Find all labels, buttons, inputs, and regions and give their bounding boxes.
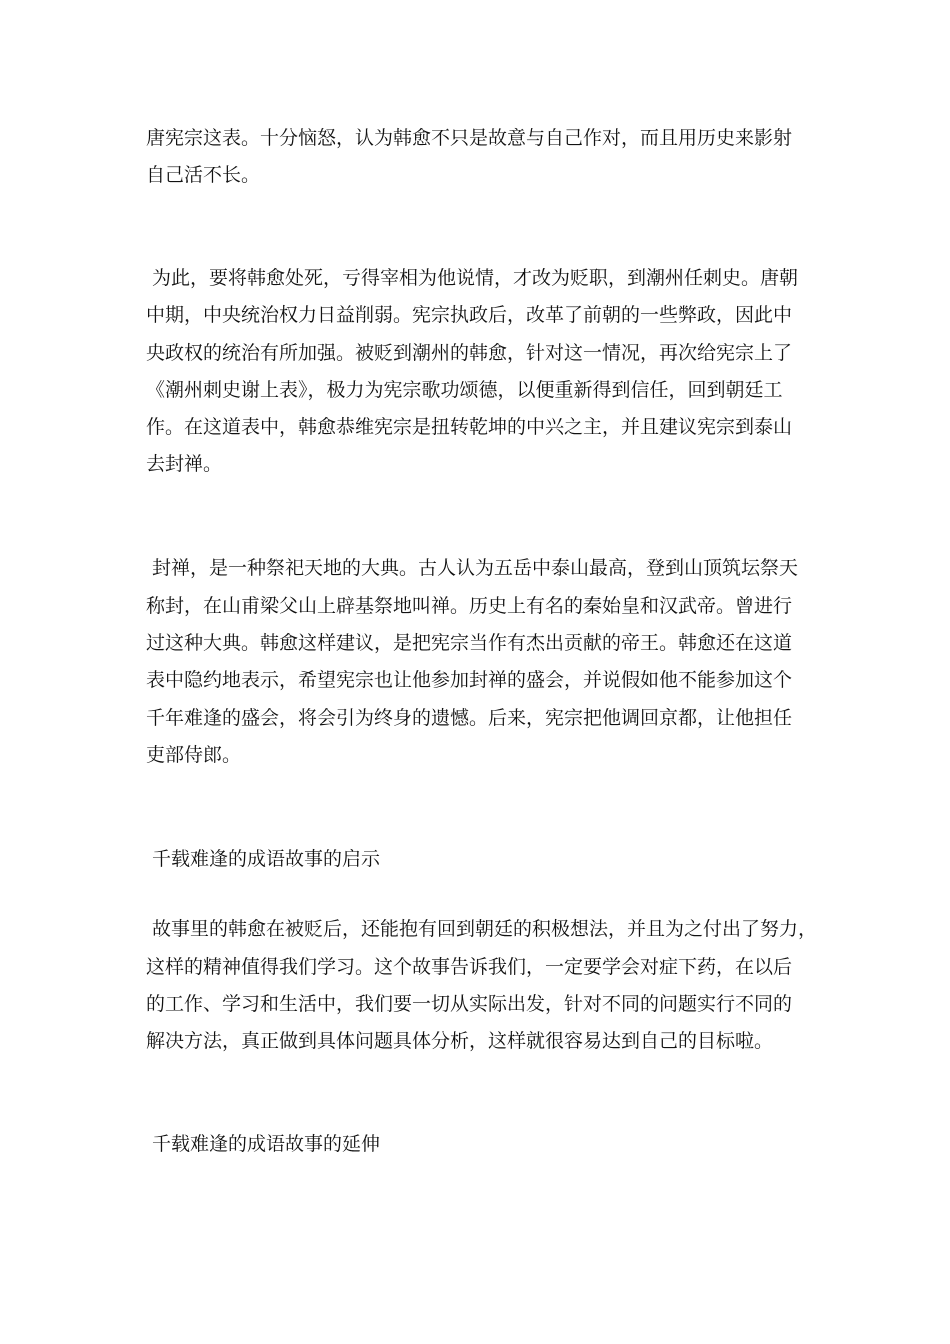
paragraph-line: 吏部侍郎。	[146, 744, 242, 766]
paragraph-line: 称封，在山甫梁父山上辟基祭地叫禅。历史上有名的秦始皇和汉武帝。曾进行	[146, 595, 793, 617]
paragraph-line: 过这种大典。韩愈这样建议，是把宪宗当作有杰出贡献的帝王。韩愈还在这道	[146, 632, 793, 654]
paragraph-line: 解决方法，真正做到具体问题具体分析，这样就很容易达到自己的目标啦。	[146, 1030, 774, 1052]
paragraph-line: 封禅，是一种祭祀天地的大典。古人认为五岳中泰山最高，登到山顶筑坛祭天	[152, 557, 799, 579]
paragraph-line: 去封禅。	[146, 453, 223, 475]
paragraph-line: 自己活不长。	[146, 164, 261, 186]
paragraph-line: 中期，中央统治权力日益削弱。宪宗执政后，改革了前朝的一些弊政，因此中	[146, 304, 793, 326]
paragraph-line: 作。在这道表中，韩愈恭维宪宗是扭转乾坤的中兴之主，并且建议宪宗到泰山	[146, 416, 793, 438]
paragraph-line: 唐宪宗这表。十分恼怒，认为韩愈不只是故意与自己作对，而且用历史来影射	[146, 127, 793, 149]
paragraph-line: 千年难逢的盛会，将会引为终身的遗憾。后来，宪宗把他调回京都，让他担任	[146, 707, 793, 729]
paragraph-line: 这样的精神值得我们学习。这个故事告诉我们，一定要学会对症下药，在以后	[146, 956, 793, 978]
paragraph-line: 央政权的统治有所加强。被贬到潮州的韩愈，针对这一情况，再次给宪宗上了	[146, 342, 793, 364]
section-heading-extension: 千载难逢的成语故事的延伸	[152, 1133, 381, 1155]
paragraph-line: 为此，要将韩愈处死，亏得宰相为他说情，才改为贬职，到潮州任刺史。唐朝	[152, 267, 799, 289]
paragraph-line: 表中隐约地表示，希望宪宗也让他参加封禅的盛会，并说假如他不能参加这个	[146, 669, 793, 691]
section-heading-inspiration: 千载难逢的成语故事的启示	[152, 848, 381, 870]
paragraph-line: 的工作、学习和生活中，我们要一切从实际出发，针对不同的问题实行不同的	[146, 993, 793, 1015]
paragraph-line: 故事里的韩愈在被贬后，还能抱有回到朝廷的积极想法，并且为之付出了努力，	[152, 918, 818, 940]
paragraph-line: 《潮州刺史谢上表》，极力为宪宗歌功颂德，以便重新得到信任，回到朝廷工	[146, 379, 783, 401]
